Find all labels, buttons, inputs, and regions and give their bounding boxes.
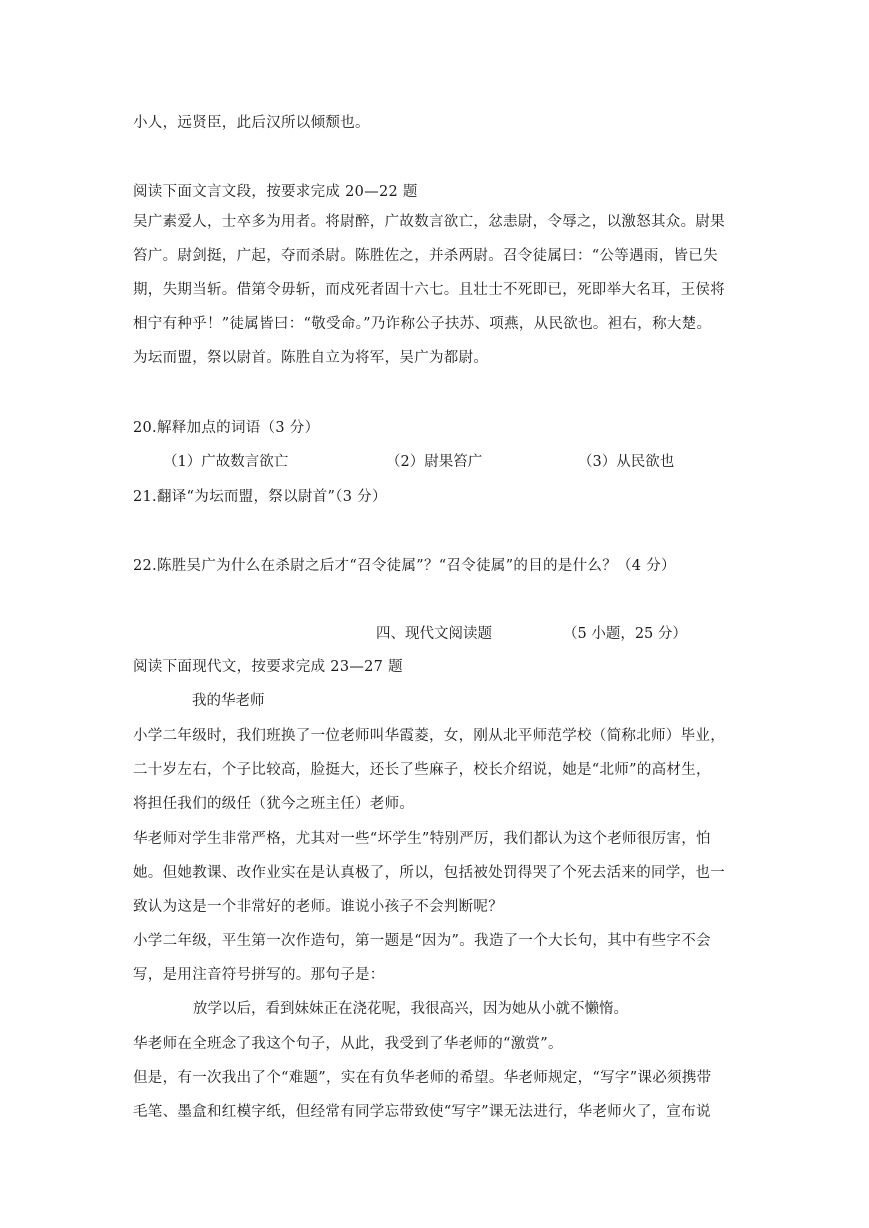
question-20-option-3: （3）从民欲也 [578,454,675,470]
essay-example-sentence: 放学以后，看到妹妹正在浇花呢，我很高兴，因为她从小就不懒惰。 [193,1001,628,1017]
classical-passage-line: 期，失期当斩。借第令毋斩，而戍死者固十六七。且壮士不死即已，死即举大名耳，王侯将 [133,282,725,298]
essay-line: 致认为这是一个非常好的老师。谁说小孩子不会判断呢？ [133,899,503,915]
modern-intro: 阅读下面现代文，按要求完成 23—27 题 [133,659,403,675]
essay-line: 小学二年级，平生第一次作造句，第一题是“因为”。我造了一个大长句，其中有些字不会 [133,933,711,949]
essay-line: 毛笔、墨盒和红模字纸，但经常有同学忘带致使“写字”课无法进行，华老师火了，宣布说 [133,1104,711,1120]
classical-passage-line: 笞广。尉剑挺，广起，夺而杀尉。陈胜佐之，并杀两尉。召令徒属曰：“公等遇雨，皆已失 [133,248,718,264]
previous-passage-tail: 小人，远贤臣，此后汉所以倾颓也。 [133,115,370,131]
question-22: 22.陈胜吴广为什么在杀尉之后才“召令徒属”？“召令徒属”的目的是什么？（4 分） [133,558,676,574]
section-4-score: （5 小题，25 分） [563,626,687,642]
question-21: 21.翻译“为坛而盟，祭以尉首”（3 分） [133,489,387,505]
classical-intro: 阅读下面文言文段，按要求完成 20—22 题 [133,184,418,200]
classical-passage-line: 吴广素爱人，士卒多为用者。将尉醉，广故数言欲亡，忿恚尉，令辱之，以激怒其众。尉果 [133,214,725,230]
essay-line: 写，是用注音符号拼写的。那句子是： [133,967,385,983]
essay-line: 但是，有一次我出了个“难题”，实在有负华老师的希望。华老师规定，“写字”课必须携带 [133,1070,712,1086]
essay-line: 小学二年级时，我们班换了一位老师叫华霞菱，女，刚从北平师范学校（简称北师）毕业， [133,728,725,744]
essay-line: 将担任我们的级任（犹今之班主任）老师。 [133,796,415,812]
classical-passage-line: 为坛而盟，祭以尉首。陈胜自立为将军，吴广为都尉。 [133,350,489,366]
essay-title: 我的华老师 [192,693,265,709]
essay-line: 二十岁左右，个子比较高，脸挺大，还长了些麻子，校长介绍说，她是“北师”的高材生， [133,762,711,778]
question-20-stem: 20.解释加点的词语（3 分） [133,420,320,436]
essay-line: 她。但她教课、改作业实在是认真极了，所以，包括被处罚得哭了个死去活来的同学，也一 [133,865,725,881]
essay-line: 华老师对学生非常严格，尤其对一些“坏学生”特别严厉，我们都认为这个老师很厉害，怕 [133,831,711,847]
question-20-option-1: （1）广故数言欲亡 [163,454,289,470]
essay-line: 华老师在全班念了我这个句子，从此，我受到了华老师的“激赏”。 [133,1036,563,1052]
section-4-title: 四、现代文阅读题 [376,626,492,642]
classical-passage-line: 相宁有种乎！”徒属皆曰：“敬受命。”乃诈称公子扶苏、项燕，从民欲也。袒右，称大楚。 [133,316,712,332]
question-20-option-2: （2）尉果笞广 [386,454,483,470]
